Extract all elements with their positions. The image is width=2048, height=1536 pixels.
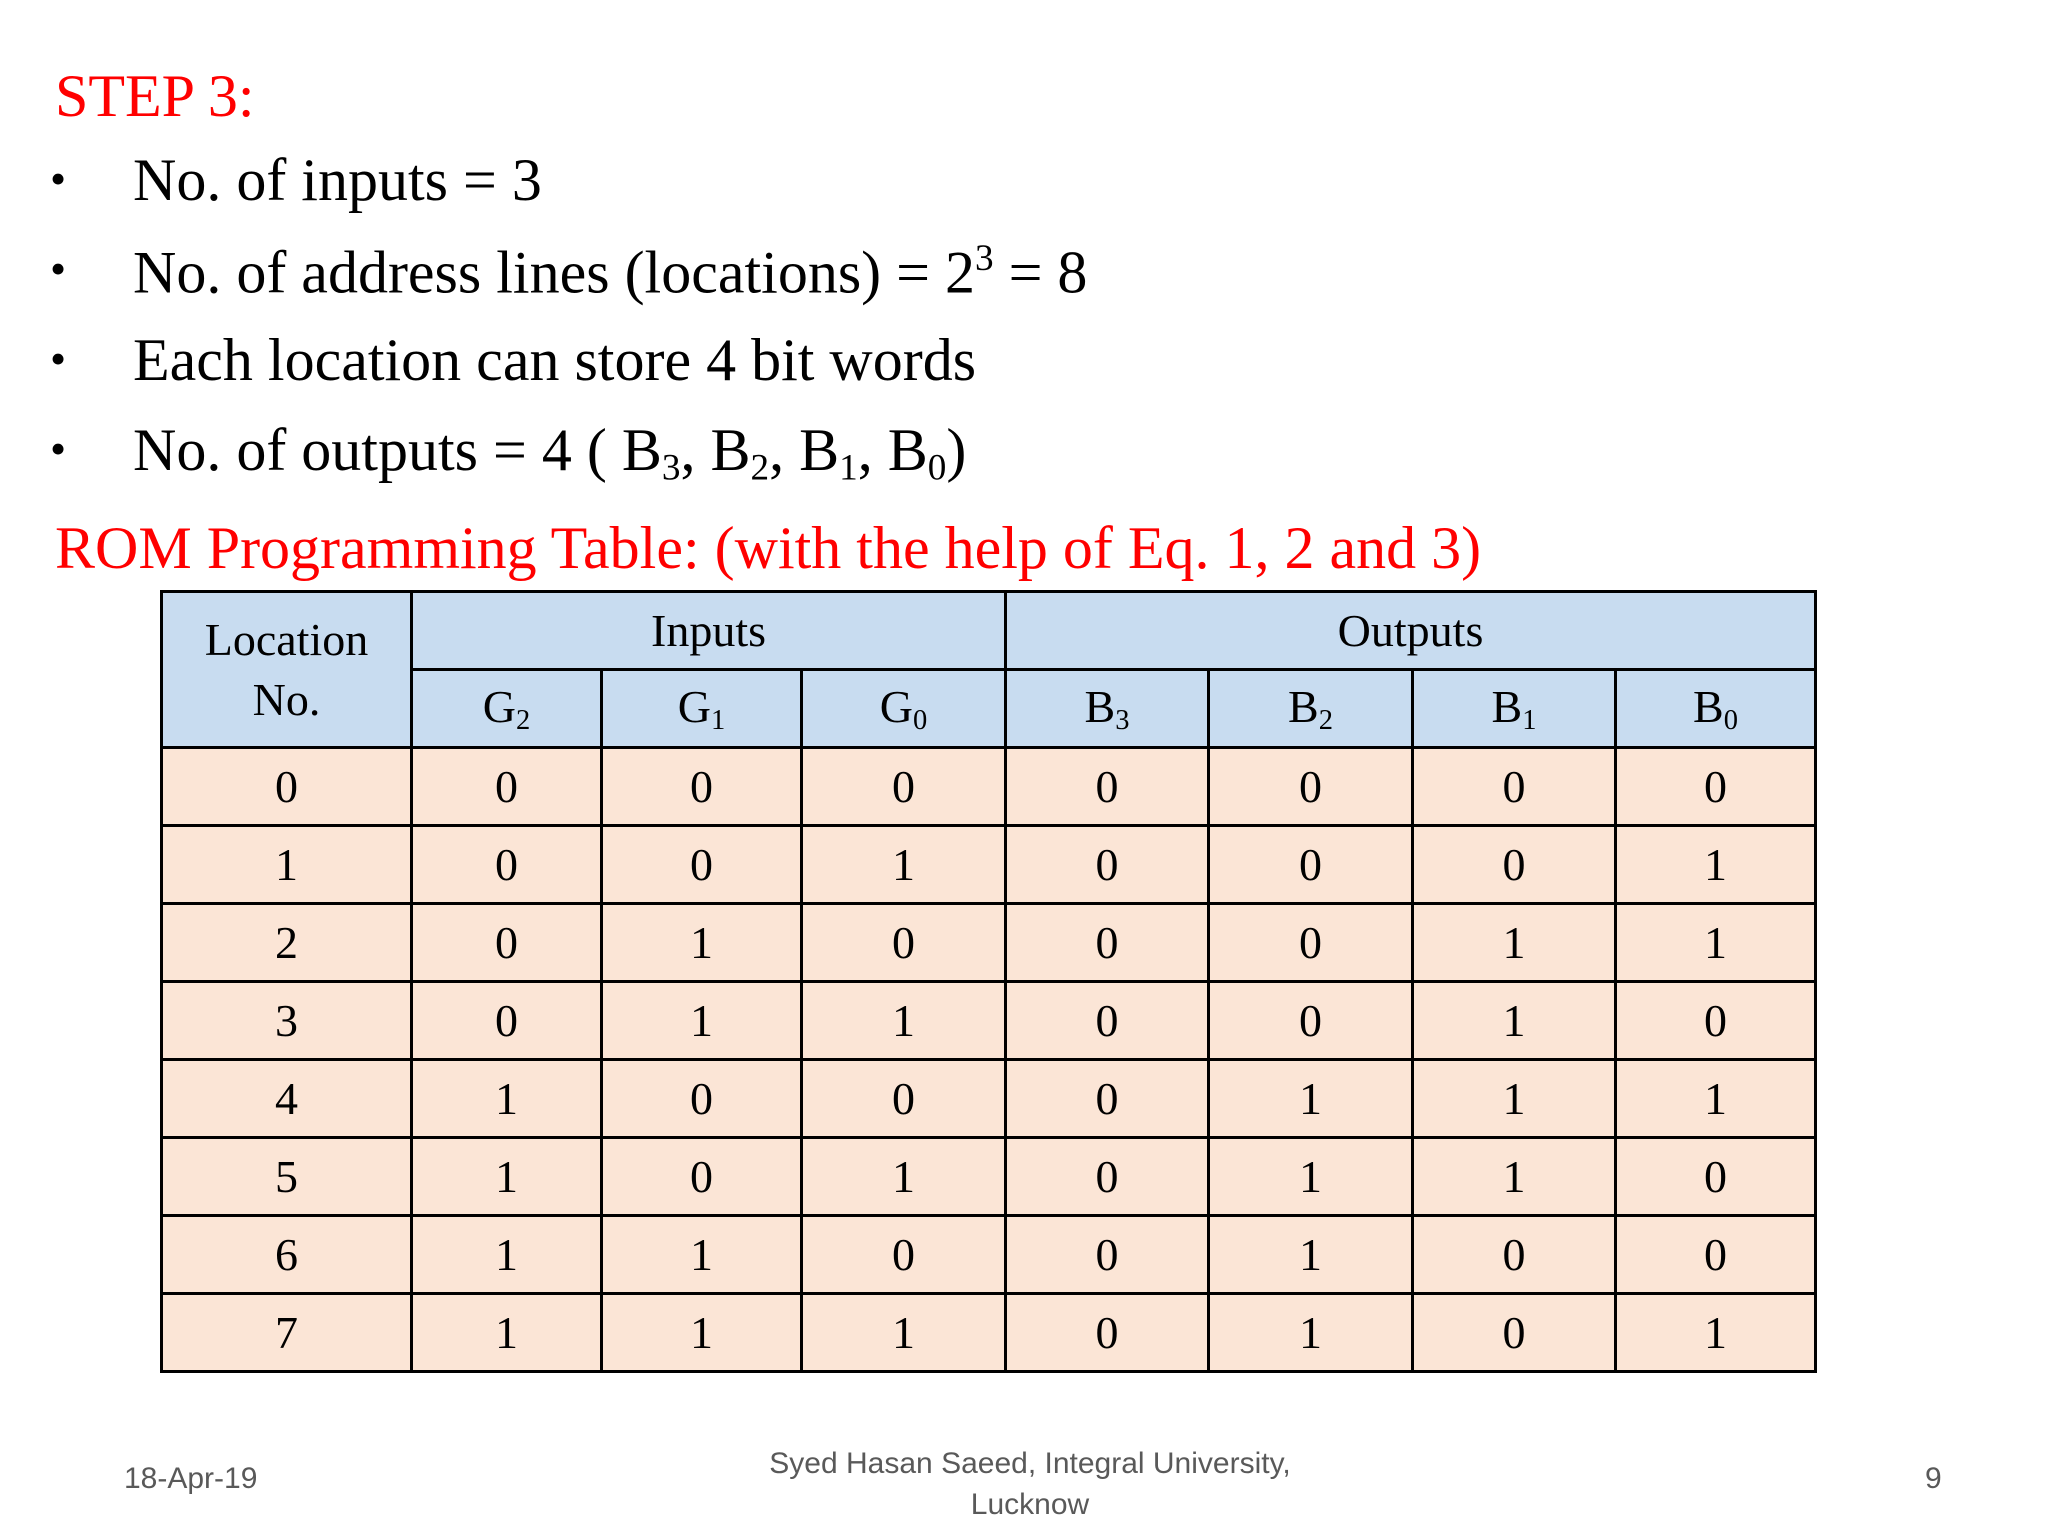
- subscript: 1: [839, 447, 858, 489]
- bit-cell: 0: [1209, 748, 1413, 826]
- bullet-text: Each location can store 4 bit words: [133, 327, 977, 393]
- location-cell: 4: [162, 1060, 412, 1138]
- column-header-b0: [1616, 670, 1816, 748]
- table-row: [162, 1216, 1816, 1294]
- bit-cell: 1: [1413, 982, 1616, 1060]
- bit-cell: 1: [802, 1294, 1006, 1372]
- bit-cell: 0: [1413, 748, 1616, 826]
- bit-cell: 0: [802, 1216, 1006, 1294]
- bullet-marker: •: [50, 153, 67, 204]
- page-number: 9: [1925, 1462, 1942, 1495]
- rom-table-title: ROM Programming Table: (with the help of Eq. 1, 2 and 3): [55, 515, 1482, 581]
- bit-cell: 0: [1616, 1138, 1816, 1216]
- column-header-subscript: 0: [1723, 705, 1738, 737]
- column-header-b3: [1006, 670, 1209, 748]
- bit-cell: 0: [1209, 826, 1413, 904]
- bullet-text-part: , B: [680, 417, 751, 483]
- bit-cell: 0: [412, 904, 602, 982]
- footer-author-line: Lucknow: [970, 1487, 1090, 1521]
- bit-cell: 0: [412, 748, 602, 826]
- bit-cell: 1: [412, 1294, 602, 1372]
- bit-cell: 0: [1616, 748, 1816, 826]
- column-header-subscript: 0: [912, 705, 928, 737]
- subscript: 2: [750, 447, 770, 489]
- footer-author-line: Syed Hasan Saeed, Integral University,: [769, 1447, 1291, 1480]
- subscript: 3: [661, 447, 681, 489]
- table-body: [162, 748, 1816, 1372]
- bullet-marker: •: [50, 333, 67, 384]
- bit-cell: 1: [802, 1138, 1006, 1216]
- step-title: STEP 3:: [55, 63, 255, 129]
- bit-cell: 0: [802, 904, 1006, 982]
- bullet-marker: •: [50, 243, 67, 294]
- column-header-subscript: 1: [1522, 705, 1537, 737]
- bullet-text-part: , B: [769, 417, 840, 483]
- bit-cell: 0: [602, 826, 802, 904]
- bullet-text: [133, 238, 1088, 306]
- rom-programming-table: [160, 590, 1817, 1373]
- bullet-marker: •: [50, 423, 67, 474]
- bit-cell: 1: [1616, 1294, 1816, 1372]
- bullet-text-part: , B: [857, 417, 928, 483]
- bit-cell: 1: [1616, 904, 1816, 982]
- column-header-subscript: 2: [515, 705, 531, 737]
- bullet-text-part: No. of address lines (locations) = 2: [133, 239, 975, 306]
- table-row: [162, 1060, 1816, 1138]
- table-row: [162, 748, 1816, 826]
- column-header-base: B: [1491, 680, 1523, 732]
- bit-cell: 0: [602, 748, 802, 826]
- bit-cell: 0: [602, 1138, 802, 1216]
- bit-cell: 1: [602, 982, 802, 1060]
- bullet-text: [133, 417, 967, 489]
- location-cell: 0: [162, 748, 412, 826]
- location-cell: 1: [162, 826, 412, 904]
- bit-cell: 1: [1209, 1060, 1413, 1138]
- bit-cell: 0: [802, 1060, 1006, 1138]
- column-header-base: B: [1288, 680, 1319, 732]
- table-row: [162, 982, 1816, 1060]
- column-header-b1: [1413, 670, 1616, 748]
- bit-cell: 0: [1413, 1216, 1616, 1294]
- bit-cell: 0: [1209, 982, 1413, 1060]
- inputs-header: Inputs: [412, 592, 1006, 670]
- column-header-base: G: [482, 680, 516, 732]
- column-header-b2: [1209, 670, 1413, 748]
- bit-cell: 0: [1006, 1138, 1209, 1216]
- bullet-text-part: = 8: [993, 239, 1088, 306]
- column-header-base: B: [1693, 680, 1724, 732]
- bit-cell: 1: [1616, 826, 1816, 904]
- bit-cell: 1: [602, 1294, 802, 1372]
- bit-cell: 1: [1413, 1138, 1616, 1216]
- bit-cell: 1: [1209, 1294, 1413, 1372]
- subscript: 0: [927, 447, 947, 489]
- column-header-subscript: 2: [1318, 705, 1333, 737]
- column-header-base: G: [677, 680, 711, 732]
- header-row-groups: [162, 592, 1816, 670]
- bit-cell: 1: [602, 904, 802, 982]
- bit-cell: 1: [602, 1216, 802, 1294]
- location-header-line: No.: [252, 673, 321, 725]
- bit-cell: 0: [1413, 826, 1616, 904]
- location-header: [162, 592, 412, 748]
- bit-cell: 1: [1413, 904, 1616, 982]
- bit-cell: 0: [1006, 826, 1209, 904]
- column-header-g1: [602, 670, 802, 748]
- bit-cell: 0: [1616, 982, 1816, 1060]
- bit-cell: 0: [1006, 904, 1209, 982]
- bullet-text: No. of inputs = 3: [133, 147, 542, 213]
- bit-cell: 0: [1616, 1216, 1816, 1294]
- bit-cell: 1: [1209, 1216, 1413, 1294]
- bit-cell: 0: [802, 748, 1006, 826]
- bit-cell: 0: [1006, 1216, 1209, 1294]
- location-cell: 2: [162, 904, 412, 982]
- column-header-g2: [412, 670, 602, 748]
- bit-cell: 0: [1006, 748, 1209, 826]
- location-header-line: Location: [204, 613, 369, 665]
- bit-cell: 0: [602, 1060, 802, 1138]
- footer-date: 18-Apr-19: [124, 1462, 258, 1495]
- location-cell: 5: [162, 1138, 412, 1216]
- bit-cell: 1: [412, 1216, 602, 1294]
- bit-cell: 1: [412, 1060, 602, 1138]
- exponent: 3: [975, 238, 994, 279]
- bit-cell: 1: [1209, 1138, 1413, 1216]
- bit-cell: 0: [1006, 1060, 1209, 1138]
- column-header-base: G: [879, 680, 913, 732]
- location-cell: 3: [162, 982, 412, 1060]
- location-cell: 7: [162, 1294, 412, 1372]
- bit-cell: 0: [1413, 1294, 1616, 1372]
- table-row: [162, 1294, 1816, 1372]
- bit-cell: 1: [412, 1138, 602, 1216]
- footer-author: [700, 1444, 1360, 1525]
- location-cell: 6: [162, 1216, 412, 1294]
- bit-cell: 0: [412, 982, 602, 1060]
- bit-cell: 0: [412, 826, 602, 904]
- bit-cell: 1: [1413, 1060, 1616, 1138]
- column-header-subscript: 3: [1115, 705, 1130, 737]
- outputs-header: Outputs: [1006, 592, 1816, 670]
- table-row: [162, 1138, 1816, 1216]
- column-header-base: B: [1084, 680, 1116, 732]
- bit-cell: 0: [1006, 982, 1209, 1060]
- bit-cell: 0: [1209, 904, 1413, 982]
- column-header-g0: [802, 670, 1006, 748]
- table-row: [162, 826, 1816, 904]
- bullet-text-part: ): [946, 417, 967, 483]
- bit-cell: 1: [1616, 1060, 1816, 1138]
- bullet-text-part: No. of outputs = 4 ( B: [133, 417, 662, 483]
- bit-cell: 0: [1006, 1294, 1209, 1372]
- bit-cell: 1: [802, 826, 1006, 904]
- bit-cell: 1: [802, 982, 1006, 1060]
- table-row: [162, 904, 1816, 982]
- column-header-subscript: 1: [710, 705, 726, 737]
